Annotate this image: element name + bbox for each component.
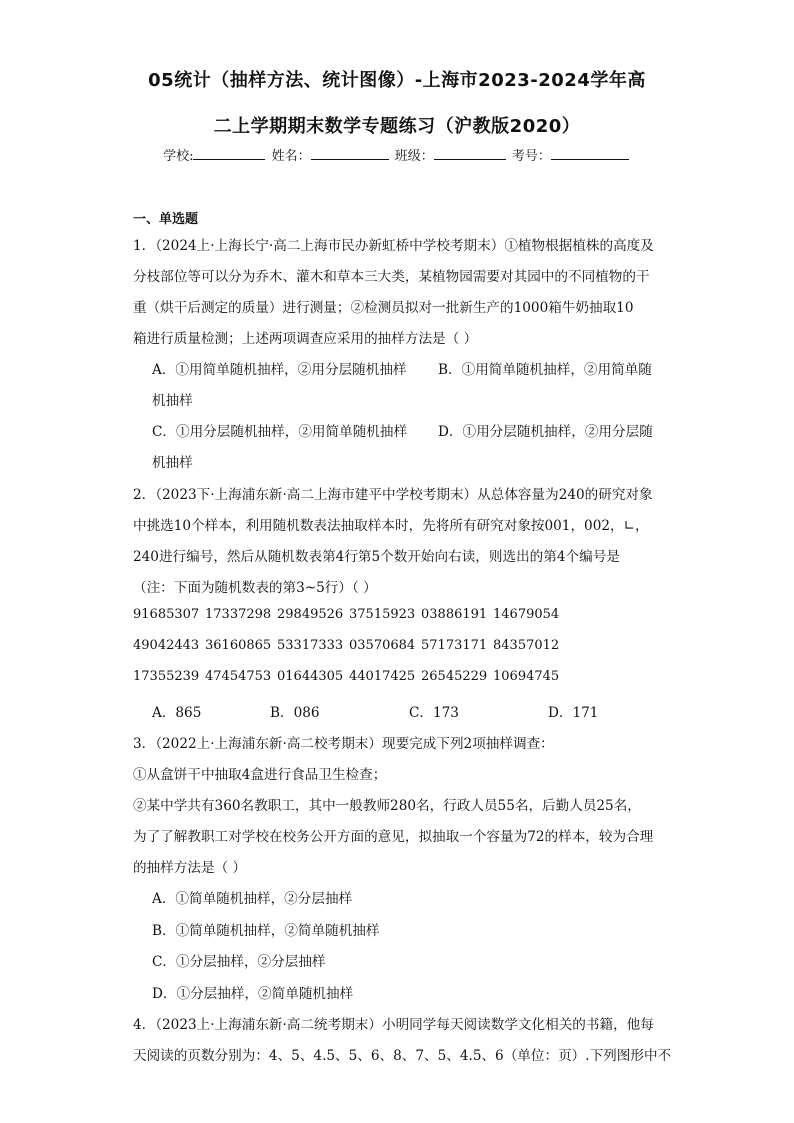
title-line-2: 二上学期期末数学专题练习（沪教版2020） bbox=[213, 116, 581, 137]
q4-line-1: 4．（2023上·上海浦东新·高二统考期末）小明同学每天阅读数学文化相关的书籍，他每 bbox=[133, 1017, 654, 1033]
q2-line-4: （注：下面为随机数表的第3~5行）（ ） bbox=[133, 580, 377, 596]
q1-option-c: C．①用分层随机抽样，②用简单随机抽样 bbox=[152, 424, 408, 440]
random-table-cell: 01644305 bbox=[277, 669, 344, 684]
q1-option-b-cont: 机抽样 bbox=[152, 393, 193, 409]
q4-line-2: 天阅读的页数分别为：4、5、4.5、5、6、8、7、5、4.5、6（单位：页）.下列图形中不 bbox=[133, 1048, 672, 1064]
q1-line-3: 重（烘干后测定的质量）进行测量；②检测员拟对一批新生产的1000箱牛奶抽取10 bbox=[133, 300, 634, 316]
random-table-cell: 29849526 bbox=[277, 607, 344, 622]
q2-line-2: 中挑选10个样本，利用随机数表法抽取样本时，先将所有研究对象按001，002，∟， bbox=[133, 518, 649, 534]
q1-line-2: 分枝部位等可以分为乔木、灌木和草本三大类，某植物园需要对其园中的不同植物的干 bbox=[133, 269, 650, 285]
q2-option-b: B．086 bbox=[270, 705, 320, 721]
q1-option-a: A．①用简单随机抽样，②用分层随机抽样 bbox=[152, 362, 407, 378]
q1-option-d: D．①用分层随机抽样，②用分层随 bbox=[438, 424, 653, 440]
q3-line-5: 的抽样方法是（ ） bbox=[133, 860, 247, 876]
q3-line-3: ②某中学共有360名教职工，其中一般教师280名，行政人员55名，后勤人员25名， bbox=[133, 798, 641, 814]
q3-option-a: A．①简单随机抽样，②分层抽样 bbox=[152, 891, 353, 907]
random-table-cell: 14679054 bbox=[493, 607, 560, 622]
q3-option-b: B．①简单随机抽样，②简单随机抽样 bbox=[152, 923, 380, 939]
q3-option-c: C．①分层抽样，②分层抽样 bbox=[152, 954, 326, 970]
q2-option-c: C．173 bbox=[409, 705, 459, 721]
random-table-cell: 91685307 bbox=[133, 607, 200, 622]
random-table-cell: 37515923 bbox=[349, 607, 416, 622]
exam-no-label: 考号： bbox=[511, 149, 551, 164]
random-table-cell: 17355239 bbox=[133, 669, 200, 684]
random-table-cell: 26545229 bbox=[421, 669, 488, 684]
class-label: 班级： bbox=[394, 149, 434, 164]
q3-line-4: 为了了解教职工对学校在校务公开方面的意见，拟抽取一个容量为72的样本，较为合理 bbox=[133, 829, 654, 845]
section-heading: 一、单选题 bbox=[133, 212, 199, 227]
name-label: 姓名： bbox=[271, 149, 311, 164]
q1-line-1: 1．（2024上·上海长宁·高二上海市民办新虹桥中学校考期末）①植物根据植株的高度及 bbox=[133, 238, 654, 254]
random-table-cell: 44017425 bbox=[349, 669, 416, 684]
random-table-cell: 53317333 bbox=[277, 638, 344, 653]
q2-option-d: D．171 bbox=[548, 705, 599, 721]
q2-line-1: 2．（2023下·上海浦东新·高二上海市建平中学校考期末）从总体容量为240的研究对象 bbox=[133, 487, 653, 503]
title-line-1: 05统计（抽样方法、统计图像）-上海市2023-2024学年高 bbox=[148, 70, 646, 91]
random-table-cell: 10694745 bbox=[493, 669, 560, 684]
school-label: 学校: bbox=[163, 149, 194, 164]
random-table-cell: 49042443 bbox=[133, 638, 200, 653]
random-table-cell: 03570684 bbox=[349, 638, 416, 653]
class-blank[interactable] bbox=[434, 147, 506, 160]
random-table-cell: 57173171 bbox=[421, 638, 488, 653]
q3-option-d: D．①分层抽样，②简单随机抽样 bbox=[152, 986, 354, 1002]
random-table-cell: 84357012 bbox=[493, 638, 560, 653]
random-table-cell: 47454753 bbox=[205, 669, 272, 684]
q1-option-d-cont: 机抽样 bbox=[152, 455, 193, 471]
q3-line-1: 3．（2022上·上海浦东新·高二校考期末）现要完成下列2项抽样调查： bbox=[133, 736, 554, 752]
exam-no-blank[interactable] bbox=[551, 147, 629, 160]
random-table-cell: 03886191 bbox=[421, 607, 488, 622]
q1-option-b: B．①用简单随机抽样，②用简单随 bbox=[438, 362, 652, 378]
q2-option-a: A．865 bbox=[152, 705, 202, 721]
q3-line-2: ①从盒饼干中抽取4盒进行食品卫生检查； bbox=[133, 767, 387, 783]
random-table-cell: 36160865 bbox=[205, 638, 272, 653]
name-blank[interactable] bbox=[311, 147, 389, 160]
school-blank[interactable] bbox=[193, 147, 265, 160]
student-info-row bbox=[0, 145, 794, 164]
random-table-cell: 17337298 bbox=[205, 607, 272, 622]
q2-line-3: 240进行编号，然后从随机数表第4行第5个数开始向右读，则选出的第4个编号是 bbox=[133, 549, 620, 565]
q1-line-4: 箱进行质量检测；上述两项调查应采用的抽样方法是（ ） bbox=[133, 331, 478, 347]
